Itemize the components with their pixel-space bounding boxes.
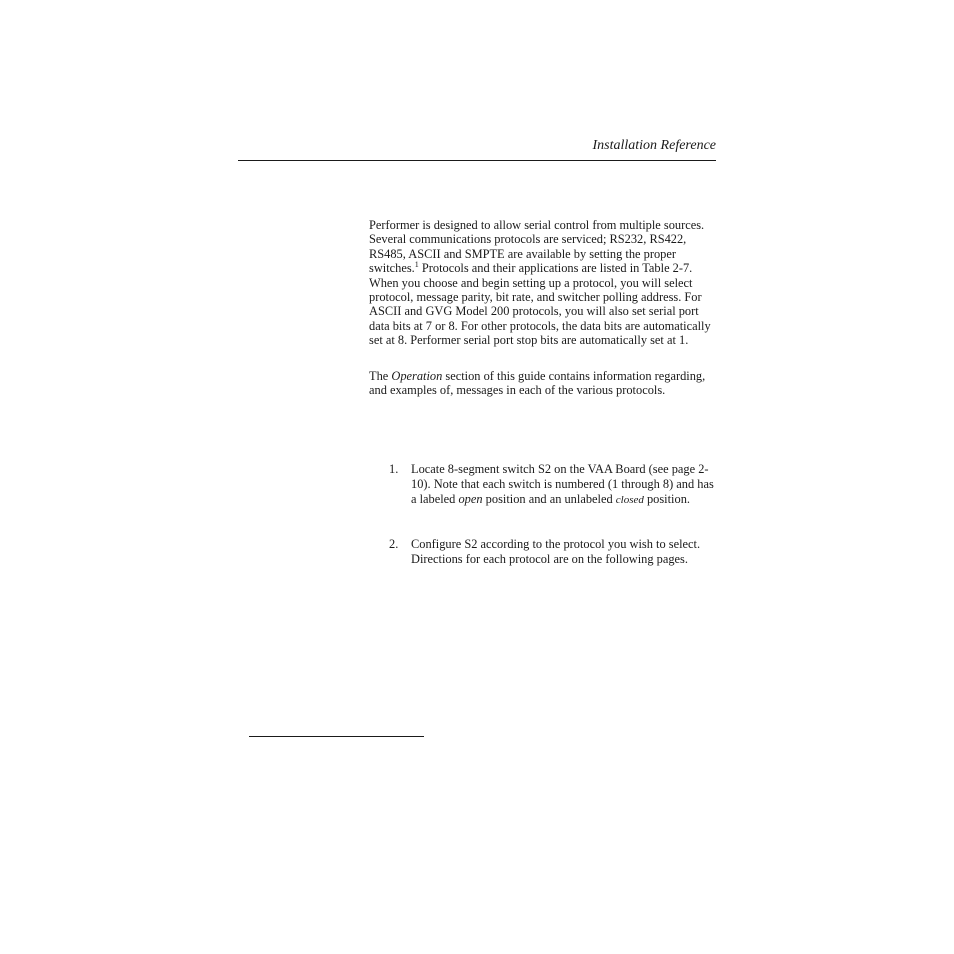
step-1-open: open: [458, 492, 483, 506]
intro-text-part1: Performer is designed to allow serial control from multiple sources. Several communications protocols are serviced; RS232, RS422, RS485, ASCII and SMPTE are available by setting the proper switches.: [369, 218, 705, 276]
step-1-text-b: position and an unlabeled: [482, 492, 616, 506]
step-1-closed: closed: [615, 494, 644, 506]
step-1-text-a: Locate 8-segment switch S2 on the VAA Board (see page 2-10). Note that each switch is numbered (1 through 8) and has a labeled: [411, 462, 714, 506]
step-1-text: [411, 462, 716, 508]
intro-paragraph: [369, 218, 716, 348]
operation-paragraph: [369, 369, 716, 398]
step-2: [389, 537, 716, 567]
footnote-rule: [249, 736, 424, 737]
step-1: [389, 462, 716, 508]
intro-text-part2: Protocols and their applications are listed in Table 2-7. When you choose and begin setting up a protocol, you will select protocol, message parity, bit rate, and switcher polling address. For ASCII and GVG Model 200 protocols, you will also set serial port data bits at 7 or 8. For other protocols, the data bits are automatically set at 8. Performer serial port stop bits are automatically set at 1.: [369, 261, 711, 348]
footnote-reference: 1: [414, 260, 419, 270]
step-2-number: 2.: [389, 537, 399, 551]
operation-rest: section of this guide contains information regarding, and examples of, messages in each of the various protocols.: [369, 369, 706, 398]
step-1-text-c: position.: [643, 492, 690, 506]
header-rule: [238, 160, 716, 161]
operation-lead: The: [369, 369, 392, 383]
step-1-number: 1.: [389, 462, 399, 476]
operation-section-name: Operation: [391, 369, 443, 383]
step-2-text: Configure S2 according to the protocol you wish to select. Directions for each protocol are on the following pages.: [411, 537, 701, 566]
running-header: Installation Reference: [592, 138, 716, 153]
